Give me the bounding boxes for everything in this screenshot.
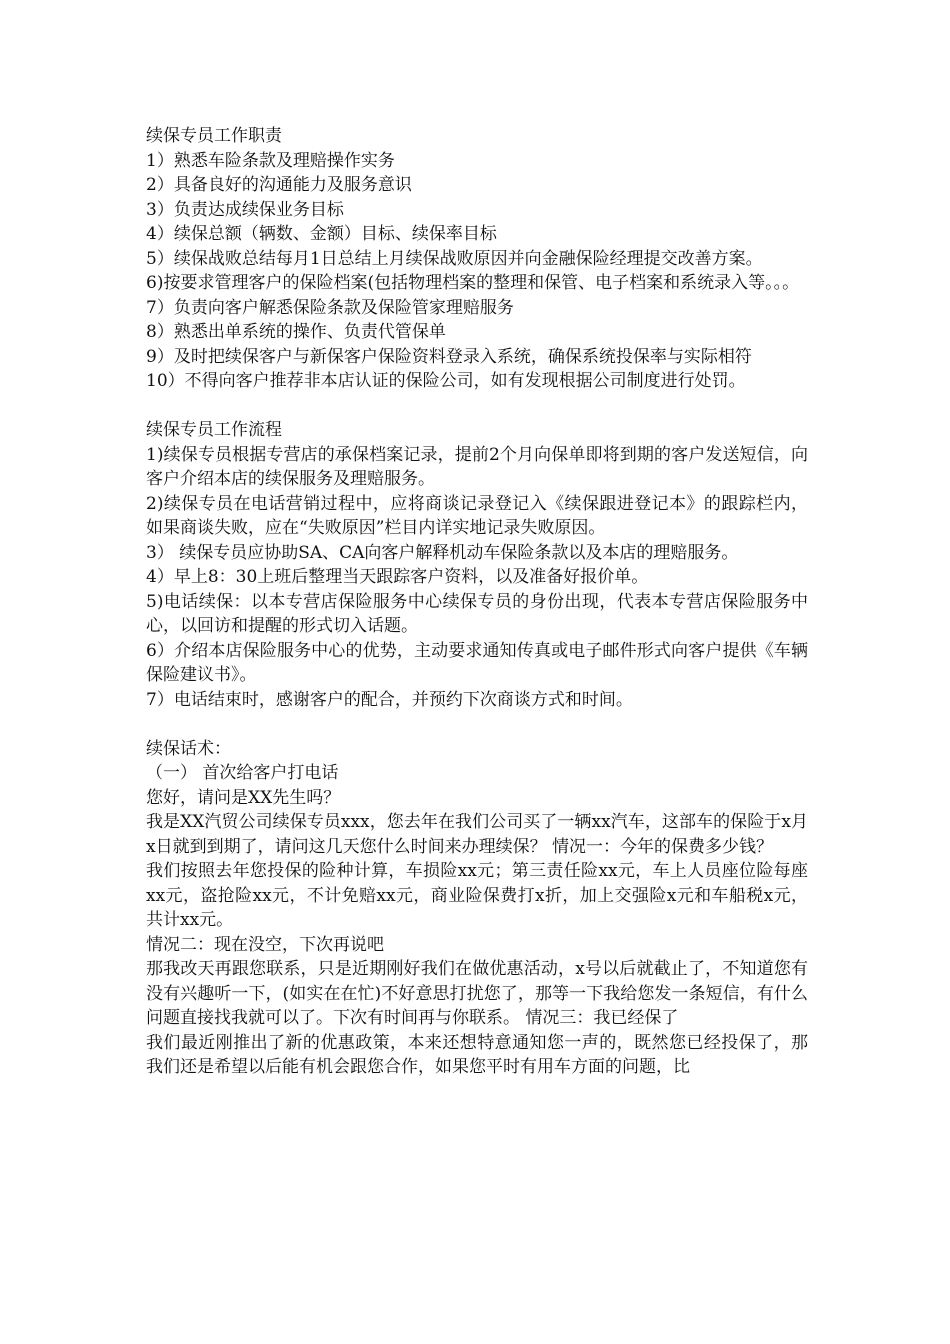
list-item: 10）不得向客户推荐非本店认证的保险公司，如有发现根据公司制度进行处罚。 — [146, 371, 746, 391]
section-heading: 续保专员工作职责 — [146, 126, 282, 146]
list-item: 2)续保专员在电话营销过程中，应将商谈记录登记入《续保跟进登记本》的跟踪栏内，如果商谈失败，应在“失败原因”栏目内详实地记录失败原因。 — [146, 493, 808, 538]
paragraph: 您好，请问是XX先生吗？ — [146, 787, 341, 808]
document-page — [146, 124, 808, 1080]
paragraph: 情况二：现在没空，下次再说吧 — [146, 934, 384, 955]
section-heading: 续保话术： — [146, 738, 231, 759]
paragraph: 那我改天再跟您联系，只是近期刚好我们在做优惠活动，x号以后就截止了，不知道您有没有兴趣听一下，(如实在在忙)不好意思打扰您了，那等一下我给您发一条短信，有什么问题直接找我就可以了。下次有时间再与你联系。 情况三：我已经保了 — [146, 959, 808, 1028]
paragraph: 我们最近刚推出了新的优惠政策，本来还想特意通知您一声的，既然您已经投保了，那我们还是希望以后能有机会跟您合作，如果您平时有用车方面的问题，比 — [146, 1032, 808, 1077]
list-item: 5)电话续保：以本专营店保险服务中心续保专员的身份出现，代表本专营店保险服务中心，以回访和提醒的形式切入话题。 — [146, 591, 808, 636]
list-item: 4）早上8：30上班后整理当天跟踪客户资料，以及准备好报价单。 — [146, 567, 649, 587]
list-item: 6）介绍本店保险服务中心的优势，主动要求通知传真或电子邮件形式向客户提供《车辆保险建议书》。 — [146, 640, 808, 685]
list-item: 2）具备良好的沟通能力及服务意识 — [146, 175, 412, 195]
paragraph: 我们按照去年您投保的险种计算，车损险xx元；第三责任险xx元，车上人员座位险每座xx元，盗抢险xx元，不计免赔xx元，商业险保费打x折，加上交强险x元和车船税x元，共计xx元。 — [146, 861, 808, 930]
section-scripts — [146, 737, 808, 1080]
list-item: 4）续保总额（辆数、金额）目标、续保率目标 — [146, 224, 497, 244]
list-item: 3）负责达成续保业务目标 — [146, 199, 344, 220]
section-workflow — [146, 418, 808, 712]
section-heading: 续保专员工作流程 — [146, 420, 282, 440]
paragraph: 我是XX汽贸公司续保专员xxx，您去年在我们公司买了一辆xx汽车，这部车的保险于x月x日就到到期了，请问这几天您什么时间来办理续保？ 情况一：今年的保费多少钱？ — [146, 812, 808, 857]
list-item: 1)续保专员根据专营店的承保档案记录，提前2个月向保单即将到期的客户发送短信，向客户介绍本店的续保服务及理赔服务。 — [146, 444, 808, 489]
list-item: 7）电话结束时，感谢客户的配合，并预约下次商谈方式和时间。 — [146, 689, 633, 710]
list-item: 8）熟悉出单系统的操作、负责代管保单 — [146, 322, 446, 342]
section-duties — [146, 124, 808, 394]
list-item: 6)按要求管理客户的保险档案(包括物理档案的整理和保管、电子档案和系统录入等。。。 — [146, 273, 800, 293]
list-item: 1）熟悉车险条款及理赔操作实务 — [146, 150, 395, 171]
list-item: 9）及时把续保客户与新保客户保险资料登录入系统，确保系统投保率与实际相符 — [146, 346, 752, 367]
list-item: 7）负责向客户解悉保险条款及保险管家理赔服务 — [146, 297, 514, 318]
paragraph: （一） 首次给客户打电话 — [146, 763, 339, 783]
list-item: 3） 续保专员应协助SA、CA向客户解释机动车保险条款以及本店的理赔服务。 — [146, 542, 739, 563]
list-item: 5）续保战败总结每月1日总结上月续保战败原因并向金融保险经理提交改善方案。 — [146, 248, 763, 269]
